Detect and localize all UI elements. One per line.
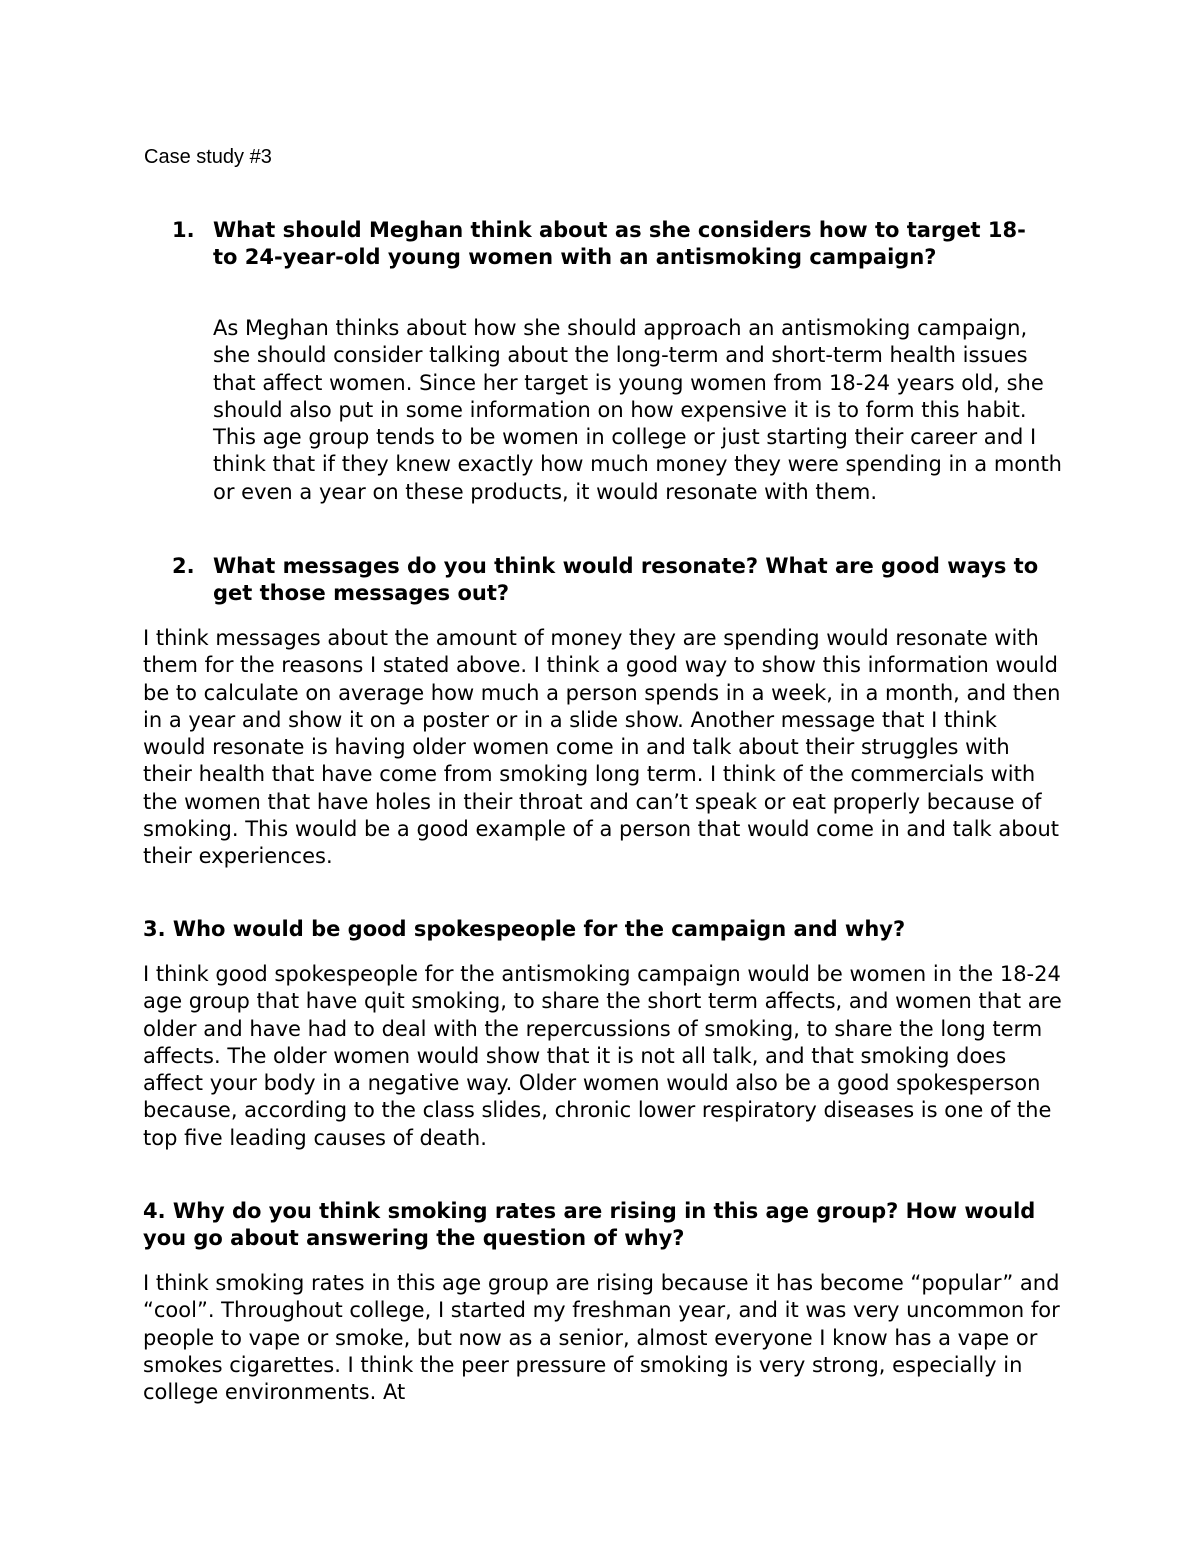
question-3-heading-block <box>143 916 1063 943</box>
question-4-text: Why do you think smoking rates are rising in this age group? How would you go about answering the question of why? <box>143 1199 1036 1251</box>
answer-2-text: I think messages about the amount of money they are spending would resonate with them for the reasons I stated above. I think a good way to show this information would be to calculate on average how much a person spends in a week, in a month, and then in a year and show it on a poster or in a slide show. Another message that I think would resonate is having older women come in and talk about their struggles with their health that have come from smoking long term. I think of the commercials with the women that have holes in their throat and can’t speak or eat properly because of smoking. This would be a good example of a person that would come in and talk about their experiences. <box>143 626 1061 869</box>
answer-4-text: I think smoking rates in this age group are rising because it has become “popular” and “cool”. Throughout college, I started my freshman year, and it was very uncommon for people to vape or smoke, but now as a senior, almost everyone I know has a vape or smokes cigarettes. I think the peer pressure of smoking is very strong, especially in college environments. At <box>143 1271 1060 1405</box>
question-2-heading: What messages do you think would resonate? What are good ways to get those messages out? <box>213 554 1039 606</box>
question-1-heading-block <box>172 217 1052 272</box>
document-title: Case study #3 <box>144 146 272 168</box>
question-4-heading <box>143 1198 1063 1253</box>
answer-1-text: As Meghan thinks about how she should approach an antismoking campaign, she should consider talking about the long-term and short-term health issues that affect women. Since her target is young women from 18-24 years old, she should also put in some information on how expensive it is to form this habit. This age group tends to be women in college or just starting their career and I think that if they knew exactly how much money they were spending in a month or even a year on these products, it would resonate with them. <box>213 316 1062 504</box>
question-4-heading-block <box>143 1198 1063 1253</box>
question-3-number: 3. <box>143 917 166 941</box>
question-1-number: 1. <box>172 218 195 242</box>
question-1-heading: What should Meghan think about as she considers how to target 18- to 24-year-old young women with an antismoking campaign? <box>213 218 1026 270</box>
answer-3-text: I think good spokespeople for the antismoking campaign would be women in the 18-24 age group that have quit smoking, to share the short term affects, and women that are older and have had to deal with the repercussions of smoking, to share the long term affects. The older women would show that it is not all talk, and that smoking does affect your body in a negative way. Older women would also be a good spokesperson because, according to the class slides, chronic lower respiratory diseases is one of the top five leading causes of death. <box>143 962 1062 1150</box>
question-2-heading-block <box>172 553 1052 608</box>
question-2-number: 2. <box>172 554 195 578</box>
question-4-number: 4. <box>143 1199 166 1223</box>
question-3-text: Who would be good spokespeople for the campaign and why? <box>172 917 906 941</box>
question-3-heading <box>143 916 1063 943</box>
